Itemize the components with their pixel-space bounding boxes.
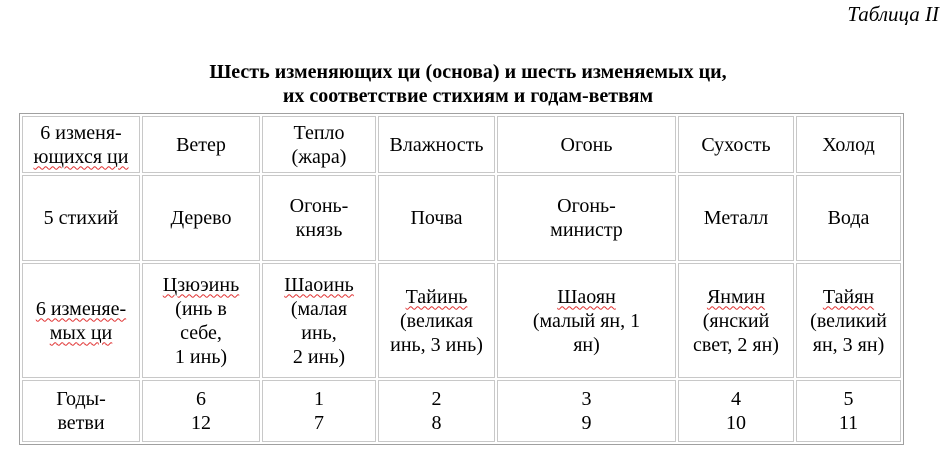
cell-qi-dryness: Сухость	[678, 116, 794, 173]
row-header-changed-qi: 6 изменяе- мых ци	[22, 263, 140, 378]
cell-qi-heat: Тепло (жара)	[262, 116, 376, 173]
row-years-branches	[22, 380, 901, 442]
cell-element-metal: Металл	[678, 175, 794, 261]
cell-element-water: Вода	[796, 175, 901, 261]
cell-element-wood: Дерево	[142, 175, 260, 261]
cell-qi-humidity: Влажность	[378, 116, 495, 173]
row-changing-qi	[22, 116, 901, 173]
cell-years-2: 1 7	[262, 380, 376, 442]
cell-qi-cold: Холод	[796, 116, 901, 173]
cell-qi-wind: Ветер	[142, 116, 260, 173]
cell-qi-fire: Огонь	[497, 116, 676, 173]
cell-years-6: 5 11	[796, 380, 901, 442]
cell-years-5: 4 10	[678, 380, 794, 442]
row-changed-qi	[22, 263, 901, 378]
cell-taiyang: Тайян (великий ян, 3 ян)	[796, 263, 901, 378]
table-title	[0, 60, 936, 108]
cell-years-4: 3 9	[497, 380, 676, 442]
row-header-five-elements: 5 стихий	[22, 175, 140, 261]
cell-shaoyin: Шаоинь (малая инь, 2 инь)	[262, 263, 376, 378]
cell-jueyin: Цзюэинь (инь в себе, 1 инь)	[142, 263, 260, 378]
title-line-2: их соответствие стихиям и годам-ветвям	[282, 85, 654, 107]
cell-yangming: Янмин (янский свет, 2 ян)	[678, 263, 794, 378]
cell-years-3: 2 8	[378, 380, 495, 442]
correspondence-table	[19, 113, 904, 445]
cell-element-fire-minister: Огонь- министр	[497, 175, 676, 261]
table-label: Таблица II	[847, 2, 939, 26]
row-five-elements	[22, 175, 901, 261]
cell-element-soil: Почва	[378, 175, 495, 261]
row-header-years-branches: Годы- ветви	[22, 380, 140, 442]
cell-years-1: 6 12	[142, 380, 260, 442]
cell-shaoyang: Шаоян (малый ян, 1 ян)	[497, 263, 676, 378]
cell-taiyin: Тайинь (великая инь, 3 инь)	[378, 263, 495, 378]
row-header-changing-qi: 6 изменя- ющихся ци	[22, 116, 140, 173]
title-line-1: Шесть изменяющих ци (основа) и шесть изменяемых ци,	[209, 61, 727, 83]
cell-element-fire-prince: Огонь- князь	[262, 175, 376, 261]
